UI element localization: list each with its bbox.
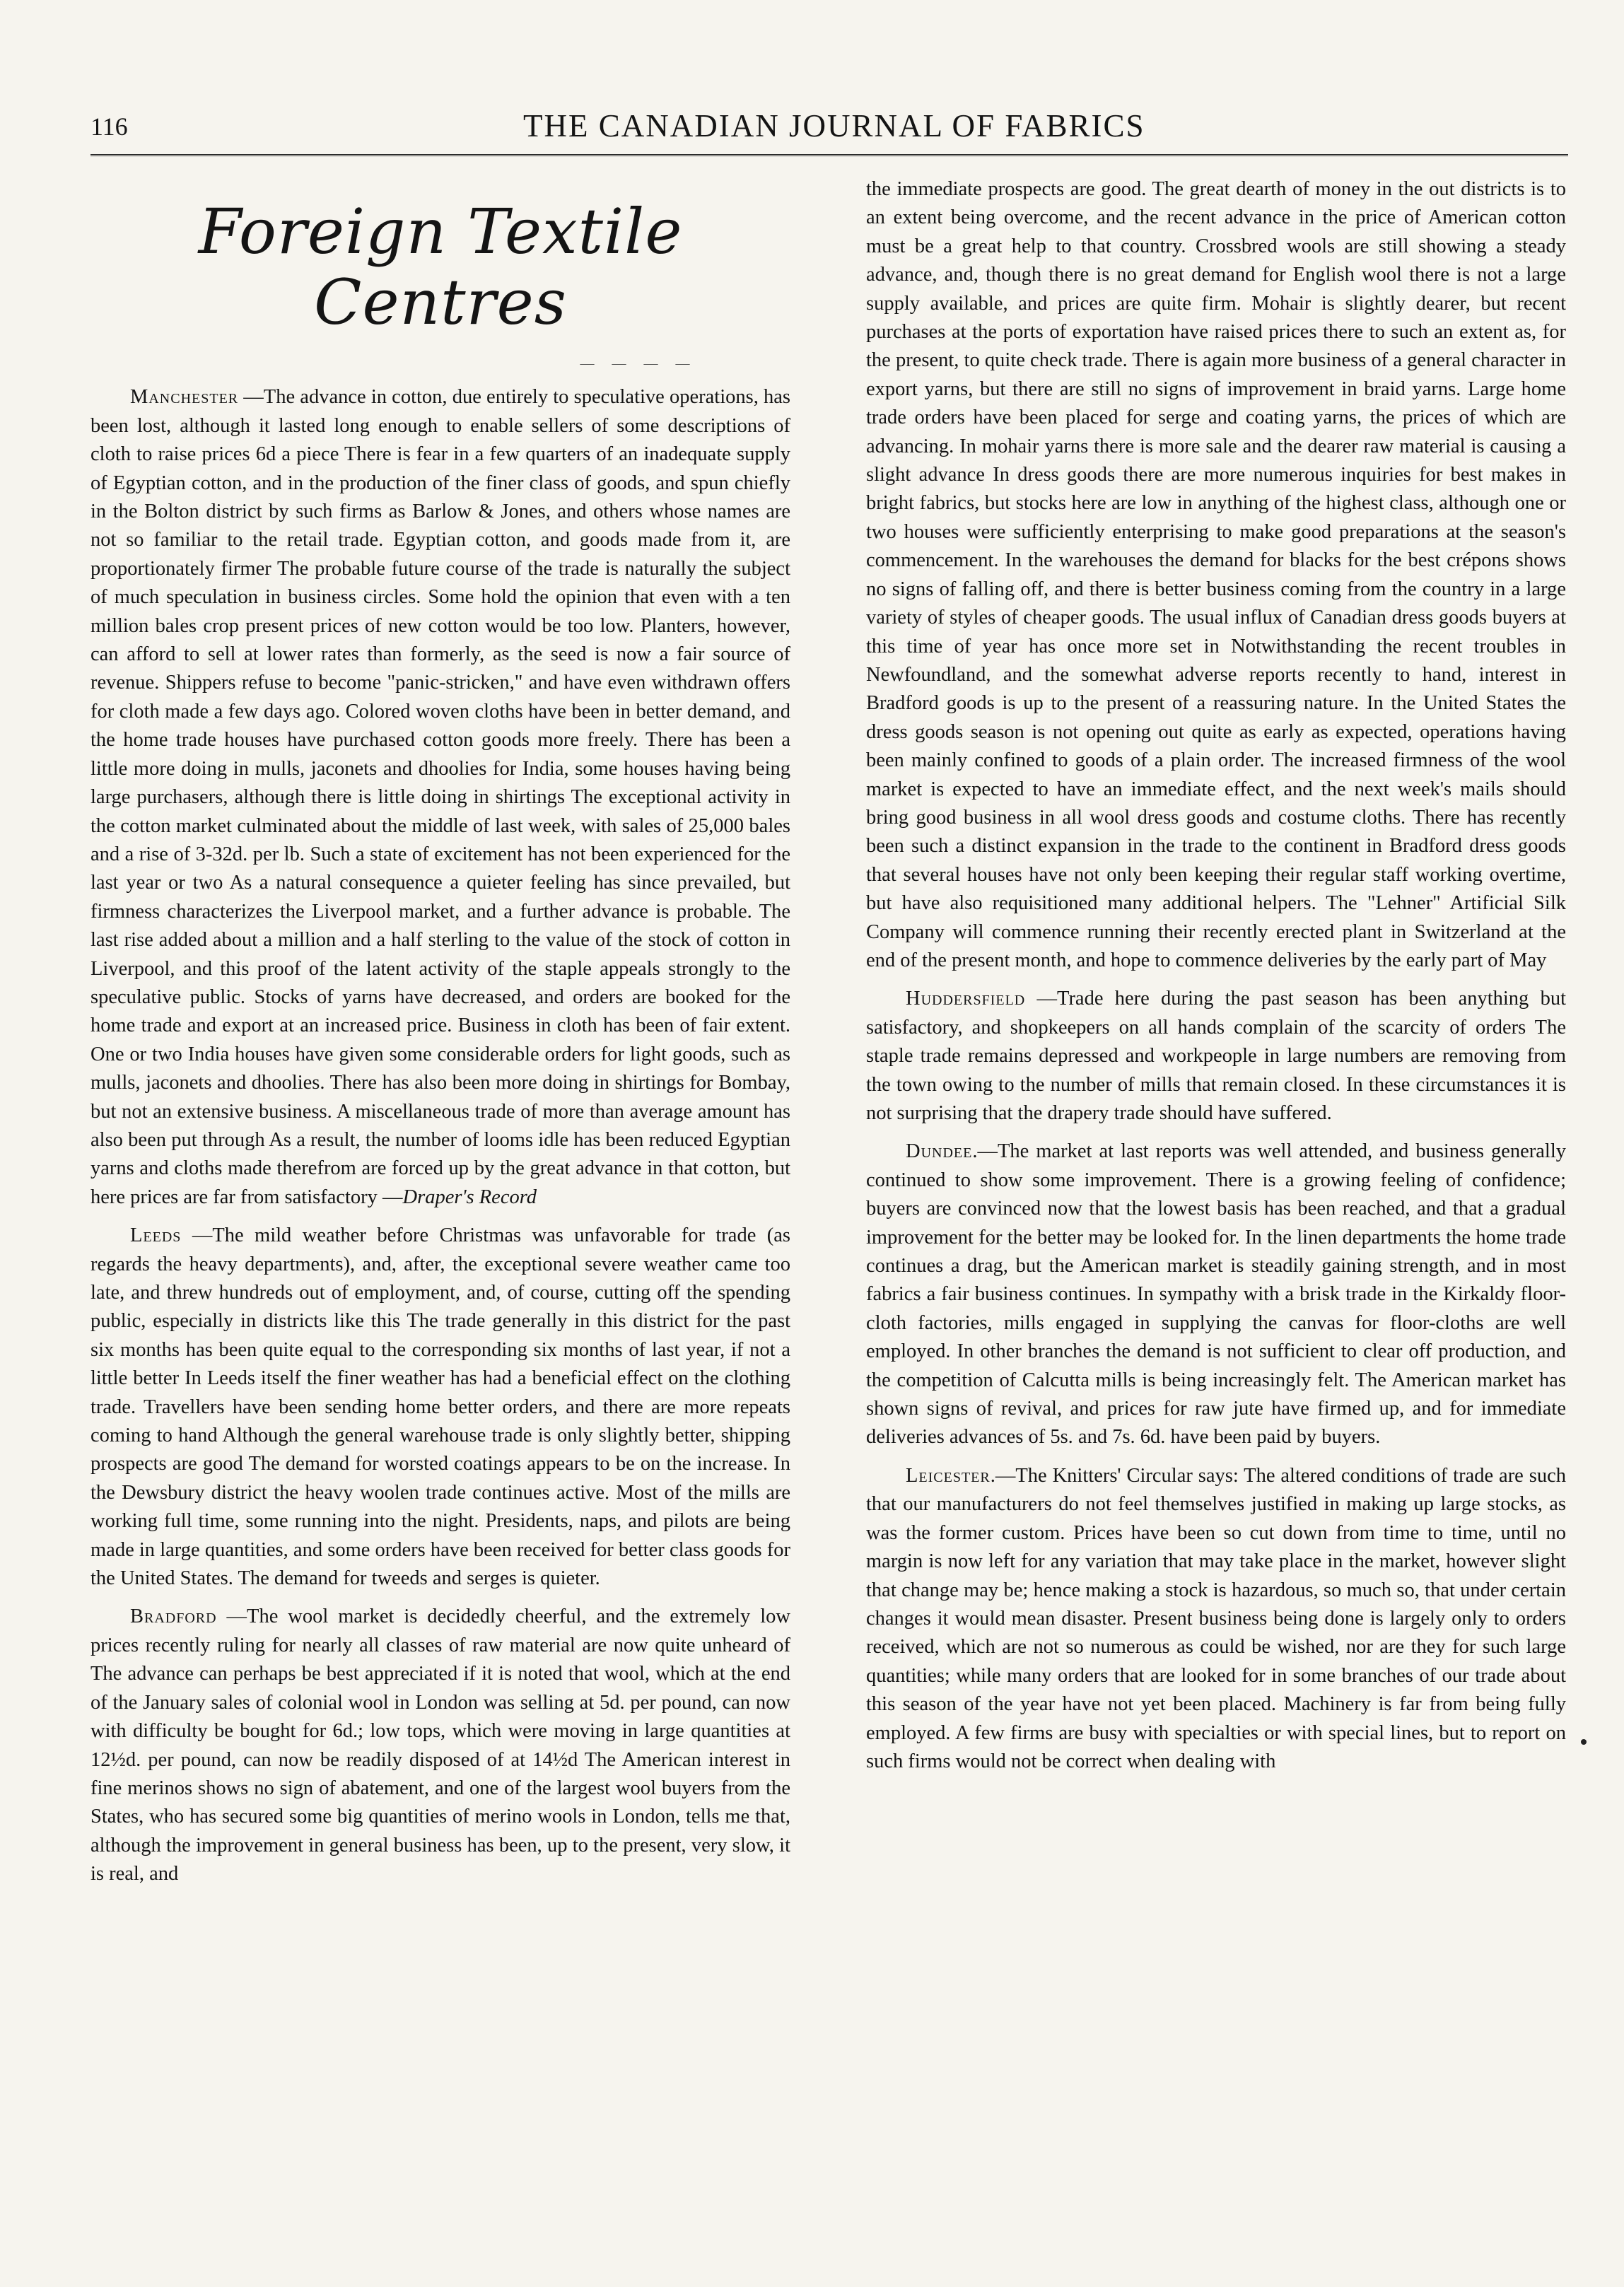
header-rule	[90, 154, 1568, 156]
city-name: Manchester	[130, 386, 239, 409]
section-text: —Trade here during the past season has been anything but satisfactory, and shopkeepers on all hands complain of the scarcity of orders The staple trade remains depressed and workpeople in large numbers are removing from the town owing to the number of mills that remain closed. In these circumstances it is not surprising that the drapery trade should have suffered.	[866, 988, 1566, 1124]
right-column	[866, 175, 1566, 1786]
left-column	[90, 175, 790, 1899]
section-text: —The advance in cotton, due entirely to speculative operations, has been lost, although it lasted long enough to enable sellers of some descriptions of cloth to raise prices 6d a piece There is fear in a few quarters of an inadequate supply of Egyptian cotton, and in the production of the finer class of goods, and spun chiefly in the Bolton district by such firms as Barlow & Jones, and others whose names are not so familiar to the retail trade. Egyptian cotton, and goods made from it, are proportionately firmer The probable future course of the trade is naturally the subject of much speculation in business circles. Some hold the opinion that even with a ten million bales crop present prices of new cotton would be too low. Planters, however, can afford to sell at lower rates than formerly, as the seed is now a fair source of revenue. Shippers refuse to become "panic-stricken," and have even withdrawn offers for cloth made a few days ago. Colored woven cloths have been in better demand, and the home trade houses have purchased cotton goods more freely. There has been a little more doing in mulls, jaconets and dhoolies for India, some houses having being large purchasers, although there is little doing in shirtings The exceptional activity in the cotton market culminated about the middle of last week, with sales of 25,000 bales and a rise of 3-32d. per lb. Such a state of excitement has not been experienced for the last year or two As a natural consequence a quieter feeling has since prevailed, but firmness characterizes the Liverpool market, and a further advance is probable. The last rise added about a million and a half sterling to the value of the stock of cotton in Liverpool, and this proof of the latent activity of the staple appeals strongly to the speculative public. Stocks of yarns have decreased, and orders are booked for the home trade and export at an increased price. Business in cloth has been of fair extent. One or two India houses have given some considerable orders for light goods, such as mulls, jaconets and dhoolies. There has also been more doing in shirtings for Bombay, but not an extensive business. A miscellaneous trade of more than average amount has also been put through As a result, the number of looms idle has been reduced Egyptian yarns and cloths made therefrom are forced up by the great advance in that cotton, but here prices are far from satisfactory —	[90, 386, 790, 1208]
article-title: Foreign Textile Centres	[198, 195, 683, 339]
section-manchester	[90, 383, 790, 1212]
section-bradford-continued	[866, 175, 1566, 975]
section-text: .—The market at last reports was well attended, and business generally continued to show some improvement. There is a growing feeling of confidence; buyers are convinced now that the lowest basis has been reached, and that a gradual improvement for the better may be looked for. In the linen departments the home trade continues a drag, but the American market is steadily gaining strength, and in most fabrics a fair business continues. In sympathy with a brisk trade in the Kirkaldy floor-cloth factories, mills engaged in supplying the canvas for floor-cloths are well employed. In other branches the demand is not sufficient to clear off production, and the competition of Calcutta mills is being increasingly felt. The American market has shown signs of revival, and prices for raw jute have firmed up, and for immediate deliveries advances of 5s. and 7s. 6d. have been paid by buyers.	[866, 1140, 1566, 1449]
section-leicester	[866, 1462, 1566, 1776]
city-name: Leeds	[130, 1224, 182, 1247]
section-text: —The wool market is decidedly cheerful, and the extremely low prices recently ruling for nearly all classes of raw material are now quite unheard of The advance can perhaps be best appreciated if it is noted that wool, which at the end of the January sales of colonial wool in London was selling at 5d. per pound, can now with difficulty be bought for 6d.; low tops, which were moving in large quantities at 12½d. per pound, can now be readily disposed of at 14½d The American interest in fine merinos shows no sign of abatement, and one of the largest wool buyers from the States, who has secured some big quantities of merino wools in London, tells me that, although the improvement in general business has been, up to the present, very slow, it is real, and	[90, 1605, 790, 1885]
source-citation: Draper's Record	[402, 1186, 537, 1208]
city-name: Leicester	[906, 1464, 991, 1487]
section-bradford	[90, 1603, 790, 1888]
section-huddersfield	[866, 985, 1566, 1128]
section-text: —The mild weather before Christmas was unfavorable for trade (as regards the heavy departments), and, after, the exceptional severe weather came too late, and threw hundreds out of employment, and, of course, cutting off the spending public, especially in districts like this The trade generally in this district for the past six months has been quite equal to the corresponding six months of last year, if not a little better In Leeds itself the finer weather has had a beneficial effect on the clothing trade. Travellers have been sending home better orders, and there are more repeats coming to hand Although the general warehouse trade is only slightly better, shipping prospects are good The demand for worsted coatings appears to be on the increase. In the Dewsbury district the heavy woolen trade continues active. Most of the mills are working full time, some running into the night. Presidents, naps, and pilots are being made in large quantities, and some orders have been received for better class goods for the United States. The demand for tweeds and serges is quieter.	[90, 1224, 790, 1590]
section-text: .—The Knitters' Circular says: The altered conditions of trade are such that our manufacturers do not feel themselves justified in making up large stocks, as was the former custom. Prices have been so cut down from time to time, until no margin is now left for any variation that may take place in the market, however slight that change may be; hence making a stock is hazardous, so much so, that under certain changes it would mean disaster. Present business being done is largely only to orders received, which are not so numerous as could be wished, nor are they for such large quantities; while many orders that are looked for in some branches of our trade about this season of the year have not yet been placed. Machinery is far from being fully employed. A few firms are busy with specialties or with special lines, but to report on such firms would not be correct when dealing with	[866, 1464, 1566, 1772]
section-text: the immediate prospects are good. The great dearth of money in the out districts is to an extent being overcome, and the recent advance in the price of American cotton must be a great help to that country. Crossbred wools are still showing a steady advance, and, though there is no great demand for English wool there is not a large supply available, and prices are quite firm. Mohair is slightly dearer, but recent purchases at the ports of exportation have raised prices there to such an extent as, for the present, to quite check trade. There is again more business of a general character in export yarns, but there are still no signs of improvement in braid yarns. Large home trade orders have been placed for serge and coating yarns, the prices of which are advancing. In mohair yarns there is more sale and the dearer raw material is causing a slight advance In dress goods there are more numerous inquiries for best makes in bright fabrics, but stocks here are low in anything of the highest class, although one or two houses were sufficiently enterprising to make good preparations at the season's commencement. In the warehouses the demand for blacks for the best crépons shows no signs of falling off, and there is better business coming from the country in a large variety of styles of cheaper goods. The usual influx of Canadian dress goods buyers at this time of year has once more set in Notwithstanding the recent troubles in Newfoundland, and the somewhat adverse reports recently to hand, interest in Bradford goods is up to the present of a reassuring nature. In the United States the dress goods season is not opening out quite as early as expected, operations having been mainly confined to goods of a plain order. The increased firmness of the wool market is expected to have an immediate effect, and the next week's mails should bring good business in all wool dress goods and costume cloths. There has recently been such a distinct expansion in the trade to the continent in Bradford dress goods that several houses have not only been keeping their regular staff working overtime, but have also requisitioned many additional helpers. The "Lehner" Artificial Silk Company will commence running their recently erected plant in Switzerland at the end of the present month, and hope to commence deliveries by the early part of May	[866, 178, 1566, 971]
journal-title: THE CANADIAN JOURNAL OF FABRICS	[523, 108, 1145, 144]
margin-dot	[1581, 1739, 1587, 1745]
section-leeds	[90, 1222, 790, 1593]
page-number: 116	[90, 112, 128, 141]
city-name: Huddersfield	[906, 988, 1026, 1010]
city-name: Bradford	[130, 1605, 217, 1628]
city-name: Dundee	[906, 1140, 973, 1163]
title-ornament: — — — —	[580, 356, 697, 371]
section-dundee	[866, 1137, 1566, 1451]
